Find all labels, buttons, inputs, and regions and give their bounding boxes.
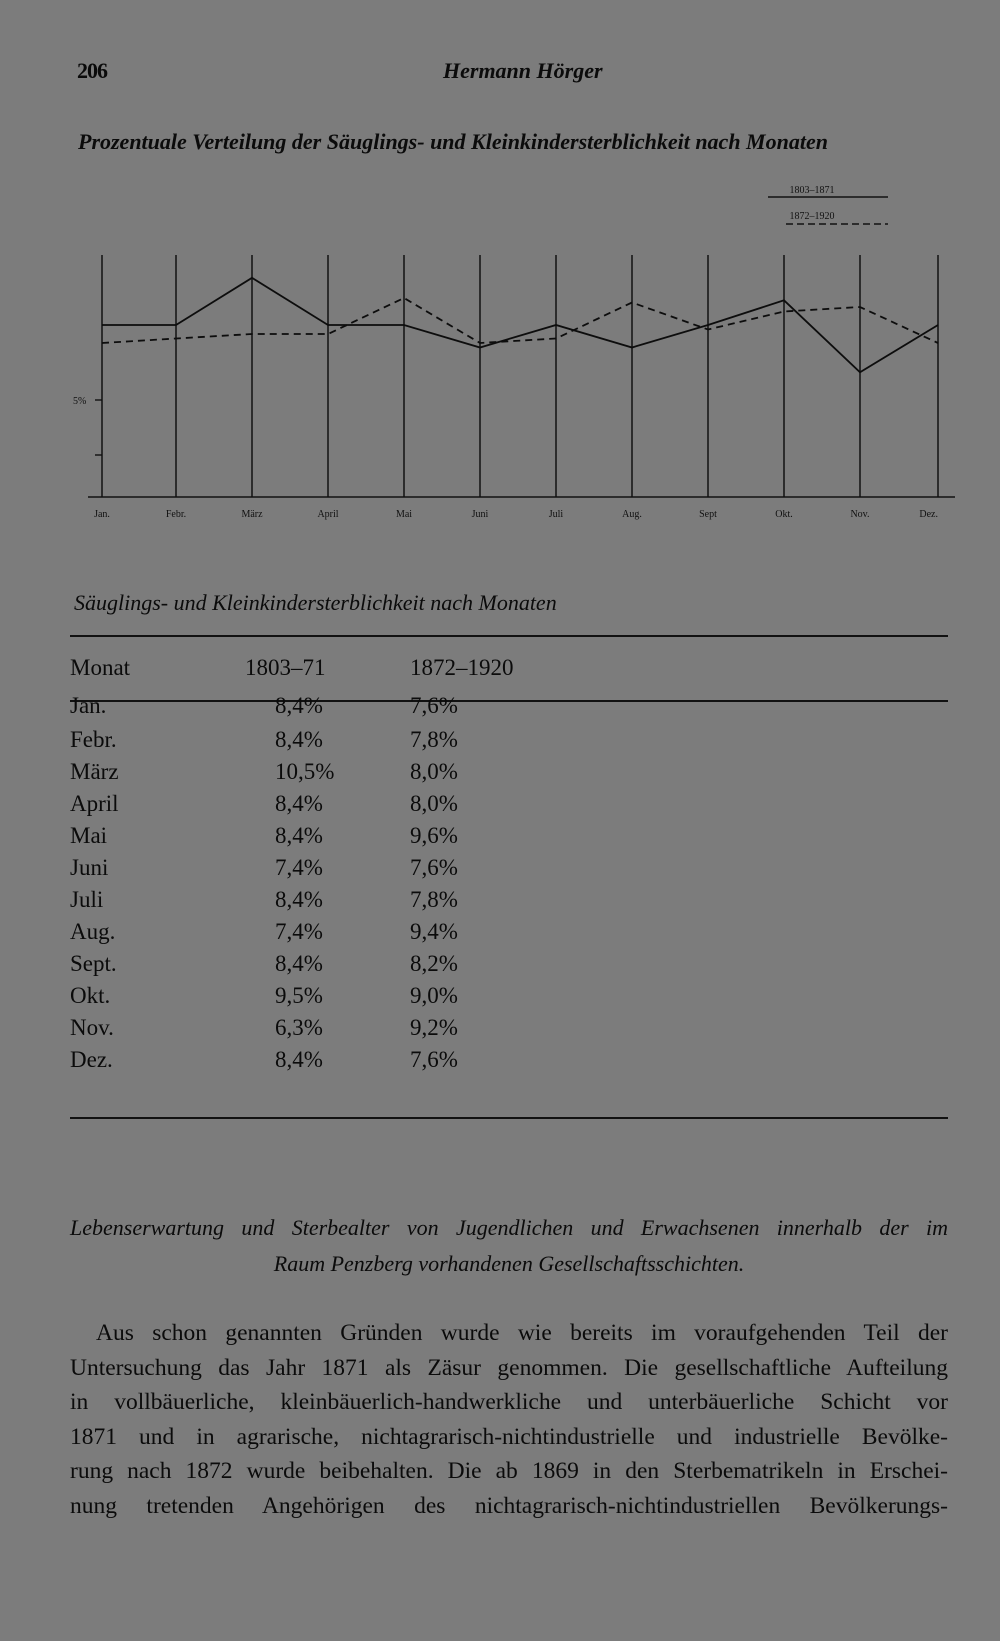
x-tick-label: Juni [471,509,489,520]
cell-1872-1920: 8,0% [410,791,458,816]
x-tick-label: Nov. [850,509,870,520]
data-table [70,648,610,1076]
line-chart [0,175,1000,530]
series-line-solid [102,278,938,373]
table-row [70,980,610,1012]
x-tick-label: Sept [699,509,717,520]
cell-month: Juni [70,855,109,880]
table-row [70,852,610,884]
body-line: in vollbäuerliche, kleinbäuerlich-handwerkliche und unterbäuerliche Schicht vor [70,1389,948,1415]
chart-grid [102,255,938,497]
table-row [70,820,610,852]
x-tick-label: Dez. [919,509,938,520]
cell-1872-1920: 8,0% [410,759,458,784]
cell-1803-71: 7,4% [275,855,323,880]
cell-month: Jan. [70,693,107,718]
x-tick-label: Okt. [775,509,793,520]
cell-1872-1920: 8,2% [410,951,458,976]
cell-1803-71: 8,4% [275,727,323,752]
chart-legend [768,185,888,224]
cell-1803-71: 8,4% [275,693,323,718]
cell-1803-71: 9,5% [275,983,323,1008]
cell-1872-1920: 9,6% [410,823,458,848]
chart-title: Prozentuale Verteilung der Säuglings- und Kleinkindersterblichkeit nach Monaten [78,129,828,154]
x-tick-label: Mai [395,509,413,520]
x-tick-label: März [241,509,263,520]
cell-month: Nov. [70,1015,114,1040]
cell-1803-71: 7,4% [275,919,323,944]
section-heading-line-1: Lebenserwartung und Sterbealter von Jugendlichen und Erwachsenen innerhalb der im [70,1215,948,1240]
cell-1803-71: 8,4% [275,951,323,976]
chart-series [102,278,938,373]
body-line: Aus schon genannten Gründen wurde wie bereits im voraufgehenden Teil der [96,1320,948,1346]
body-line: nung tretenden Angehörigen des nichtagrarisch-nichtindustriellen Bevölkerungs- [70,1492,948,1519]
header-1803-71: 1803–71 [245,655,326,680]
table-header-row [70,648,610,688]
cell-month: Okt. [70,983,111,1008]
cell-month: Sept. [70,951,117,976]
section-heading [70,1210,948,1282]
cell-1803-71: 10,5% [275,759,335,784]
table-row [70,756,610,788]
x-tick-labels [94,509,938,520]
x-tick-label: Juli [548,509,564,520]
cell-month: Juli [70,887,104,912]
section-heading-line-2: Raum Penzberg vorhandenen Gesellschaftsschichten. [273,1251,745,1276]
y-tick-label-5: 5% [73,396,87,407]
table-row [70,724,610,756]
cell-month: Aug. [70,919,116,944]
cell-1872-1920: 9,0% [410,983,458,1008]
table-row [70,884,610,916]
body-line: rung nach 1872 wurde beibehalten. Die ab 1869 in den Sterbematrikeln in Erschei- [70,1458,948,1484]
cell-month: Dez. [70,1047,113,1072]
x-tick-label: Jan. [94,509,110,520]
table-caption: Säuglings- und Kleinkindersterblichkeit nach Monaten [74,590,557,615]
x-tick-label: Febr. [165,509,187,520]
cell-month: März [70,759,119,784]
page-number: 206 [77,58,107,83]
table-top-rule [70,635,948,637]
cell-1803-71: 8,4% [275,887,323,912]
body-line: 1871 und in agrarische, nichtagrarisch-nichtindustrielle und industrielle Bevölke- [70,1423,948,1450]
body-paragraph [70,1316,948,1523]
table-row [70,916,610,948]
body-line: Untersuchung das Jahr 1871 als Zäsur genommen. Die gesellschaftliche Aufteilung [70,1354,948,1381]
cell-1872-1920: 7,6% [410,855,458,880]
table-row [70,948,610,980]
header-1872-1920: 1872–1920 [410,655,514,680]
cell-1872-1920: 9,2% [410,1015,458,1040]
table-row [70,1044,610,1076]
running-head: Hermann Hörger [443,58,603,83]
legend-label-solid: 1803–1871 [789,185,835,196]
cell-month: Febr. [70,727,117,752]
table-bottom-rule [70,1117,948,1119]
cell-1872-1920: 7,6% [410,1047,458,1072]
cell-1803-71: 8,4% [275,791,323,816]
x-tick-label: Aug. [622,509,642,520]
header-monat: Monat [70,655,131,680]
cell-month: Mai [70,823,108,848]
cell-1803-71: 6,3% [275,1015,323,1040]
table-row [70,1012,610,1044]
table-row [70,688,610,724]
cell-1872-1920: 9,4% [410,919,458,944]
cell-1872-1920: 7,6% [410,693,458,718]
chart-axis [73,396,955,497]
cell-month: April [70,791,119,816]
cell-1803-71: 8,4% [275,1047,323,1072]
legend-label-dashed: 1872–1920 [789,211,835,222]
cell-1803-71: 8,4% [275,823,323,848]
x-tick-label: April [317,509,339,520]
cell-1872-1920: 7,8% [410,887,458,912]
cell-1872-1920: 7,8% [410,727,458,752]
table-row [70,788,610,820]
